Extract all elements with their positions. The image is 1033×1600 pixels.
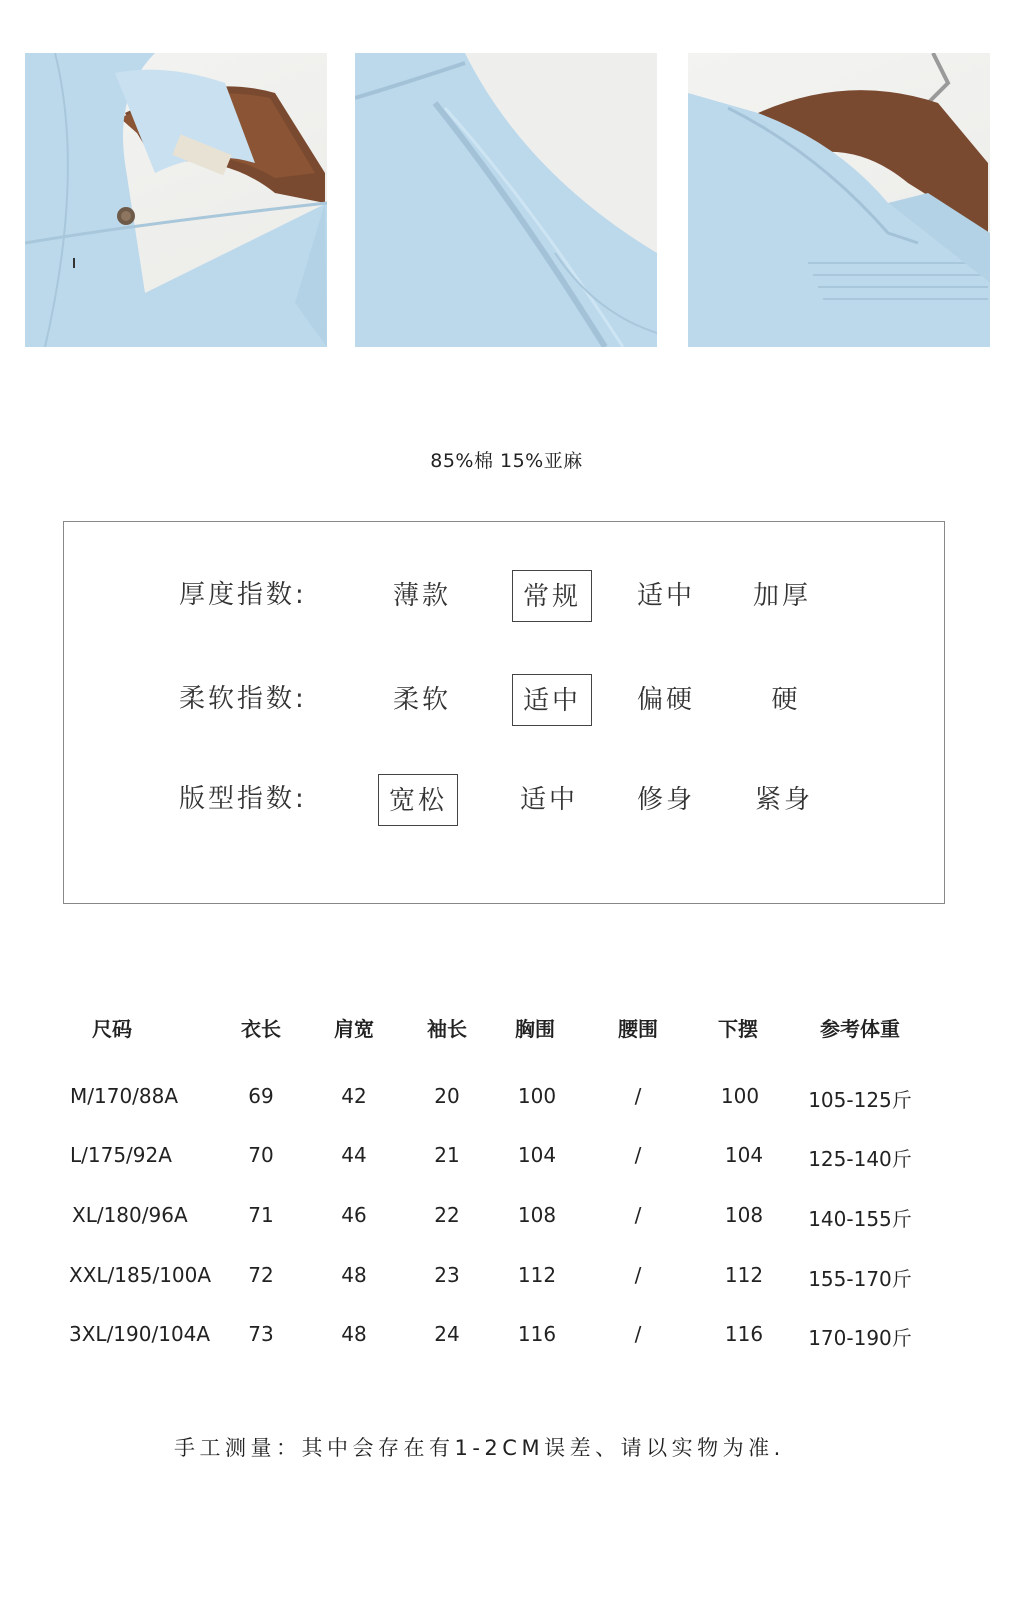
table-cell: 104 xyxy=(724,1143,764,1167)
measurement-footnote: 手工测量：其中会存在有1-2CM误差、请以实物为准. xyxy=(174,1436,785,1460)
shirt-pleated-collar-photo xyxy=(688,53,990,347)
table-cell: 108 xyxy=(517,1203,557,1227)
header-waist: 腰围 xyxy=(618,1017,658,1041)
header-weight: 参考体重 xyxy=(820,1017,900,1041)
table-cell: 20 xyxy=(434,1084,460,1108)
table-cell: 46 xyxy=(341,1203,367,1227)
table-cell: 48 xyxy=(341,1263,367,1287)
table-cell: 112 xyxy=(724,1263,764,1287)
softness-option-medium-selected: 适中 xyxy=(512,674,592,726)
table-cell: 69 xyxy=(248,1084,274,1108)
table-cell: M/170/88A xyxy=(70,1084,179,1108)
table-cell: 42 xyxy=(341,1084,367,1108)
table-cell: L/175/92A xyxy=(70,1143,172,1167)
table-cell: 155-170斤 xyxy=(808,1267,912,1291)
table-cell: 112 xyxy=(517,1263,557,1287)
table-cell: / xyxy=(634,1203,642,1227)
header-length: 衣长 xyxy=(241,1017,281,1041)
softness-option-slightly-hard: 偏硬 xyxy=(636,685,695,715)
table-cell: / xyxy=(634,1084,642,1108)
table-cell: 108 xyxy=(724,1203,764,1227)
shirt-shoulder-seam-photo xyxy=(355,53,657,347)
thickness-index-label: 厚度指数: xyxy=(179,580,307,610)
table-cell: 73 xyxy=(248,1322,274,1346)
table-cell: 48 xyxy=(341,1322,367,1346)
table-cell: 23 xyxy=(434,1263,460,1287)
softness-option-soft: 柔软 xyxy=(392,685,451,715)
table-cell: / xyxy=(634,1263,642,1287)
table-cell: 140-155斤 xyxy=(808,1207,912,1231)
table-cell: 22 xyxy=(434,1203,460,1227)
table-cell: 116 xyxy=(724,1322,764,1346)
fit-option-slim: 修身 xyxy=(636,785,695,815)
fit-option-regular: 适中 xyxy=(519,785,578,815)
thickness-option-medium: 适中 xyxy=(636,581,695,611)
softness-option-hard: 硬 xyxy=(771,685,801,715)
table-cell: 24 xyxy=(434,1322,460,1346)
table-cell: 72 xyxy=(248,1263,274,1287)
header-hem: 下摆 xyxy=(718,1017,758,1041)
table-cell: XXL/185/100A xyxy=(69,1263,212,1287)
header-chest: 胸围 xyxy=(515,1017,555,1041)
thickness-option-thick: 加厚 xyxy=(752,581,811,611)
fit-option-tight: 紧身 xyxy=(754,785,813,815)
table-cell: XL/180/96A xyxy=(72,1203,188,1227)
table-cell: 105-125斤 xyxy=(808,1088,912,1112)
thickness-option-regular-selected: 常规 xyxy=(512,570,592,622)
thickness-option-thin: 薄款 xyxy=(392,581,451,611)
fabric-index-panel xyxy=(63,521,945,904)
header-size: 尺码 xyxy=(92,1017,132,1041)
table-cell: 116 xyxy=(517,1322,557,1346)
shirt-collar-button-photo xyxy=(25,53,327,347)
table-cell: 125-140斤 xyxy=(808,1147,912,1171)
table-cell: 3XL/190/104A xyxy=(69,1322,211,1346)
header-sleeve: 袖长 xyxy=(427,1017,467,1041)
table-cell: 104 xyxy=(517,1143,557,1167)
table-cell: / xyxy=(634,1143,642,1167)
table-cell: 100 xyxy=(720,1084,760,1108)
header-shoulder: 肩宽 xyxy=(334,1017,374,1041)
fit-index-label: 版型指数: xyxy=(179,784,307,814)
table-cell: 70 xyxy=(248,1143,274,1167)
table-cell: 170-190斤 xyxy=(808,1326,912,1350)
softness-index-label: 柔软指数: xyxy=(179,684,307,714)
table-cell: 100 xyxy=(517,1084,557,1108)
table-cell: / xyxy=(634,1322,642,1346)
table-cell: 71 xyxy=(248,1203,274,1227)
table-cell: 44 xyxy=(341,1143,367,1167)
table-cell: 21 xyxy=(434,1143,460,1167)
fabric-composition: 85%棉 15%亚麻 xyxy=(430,450,583,472)
fit-option-loose-selected: 宽松 xyxy=(378,774,458,826)
